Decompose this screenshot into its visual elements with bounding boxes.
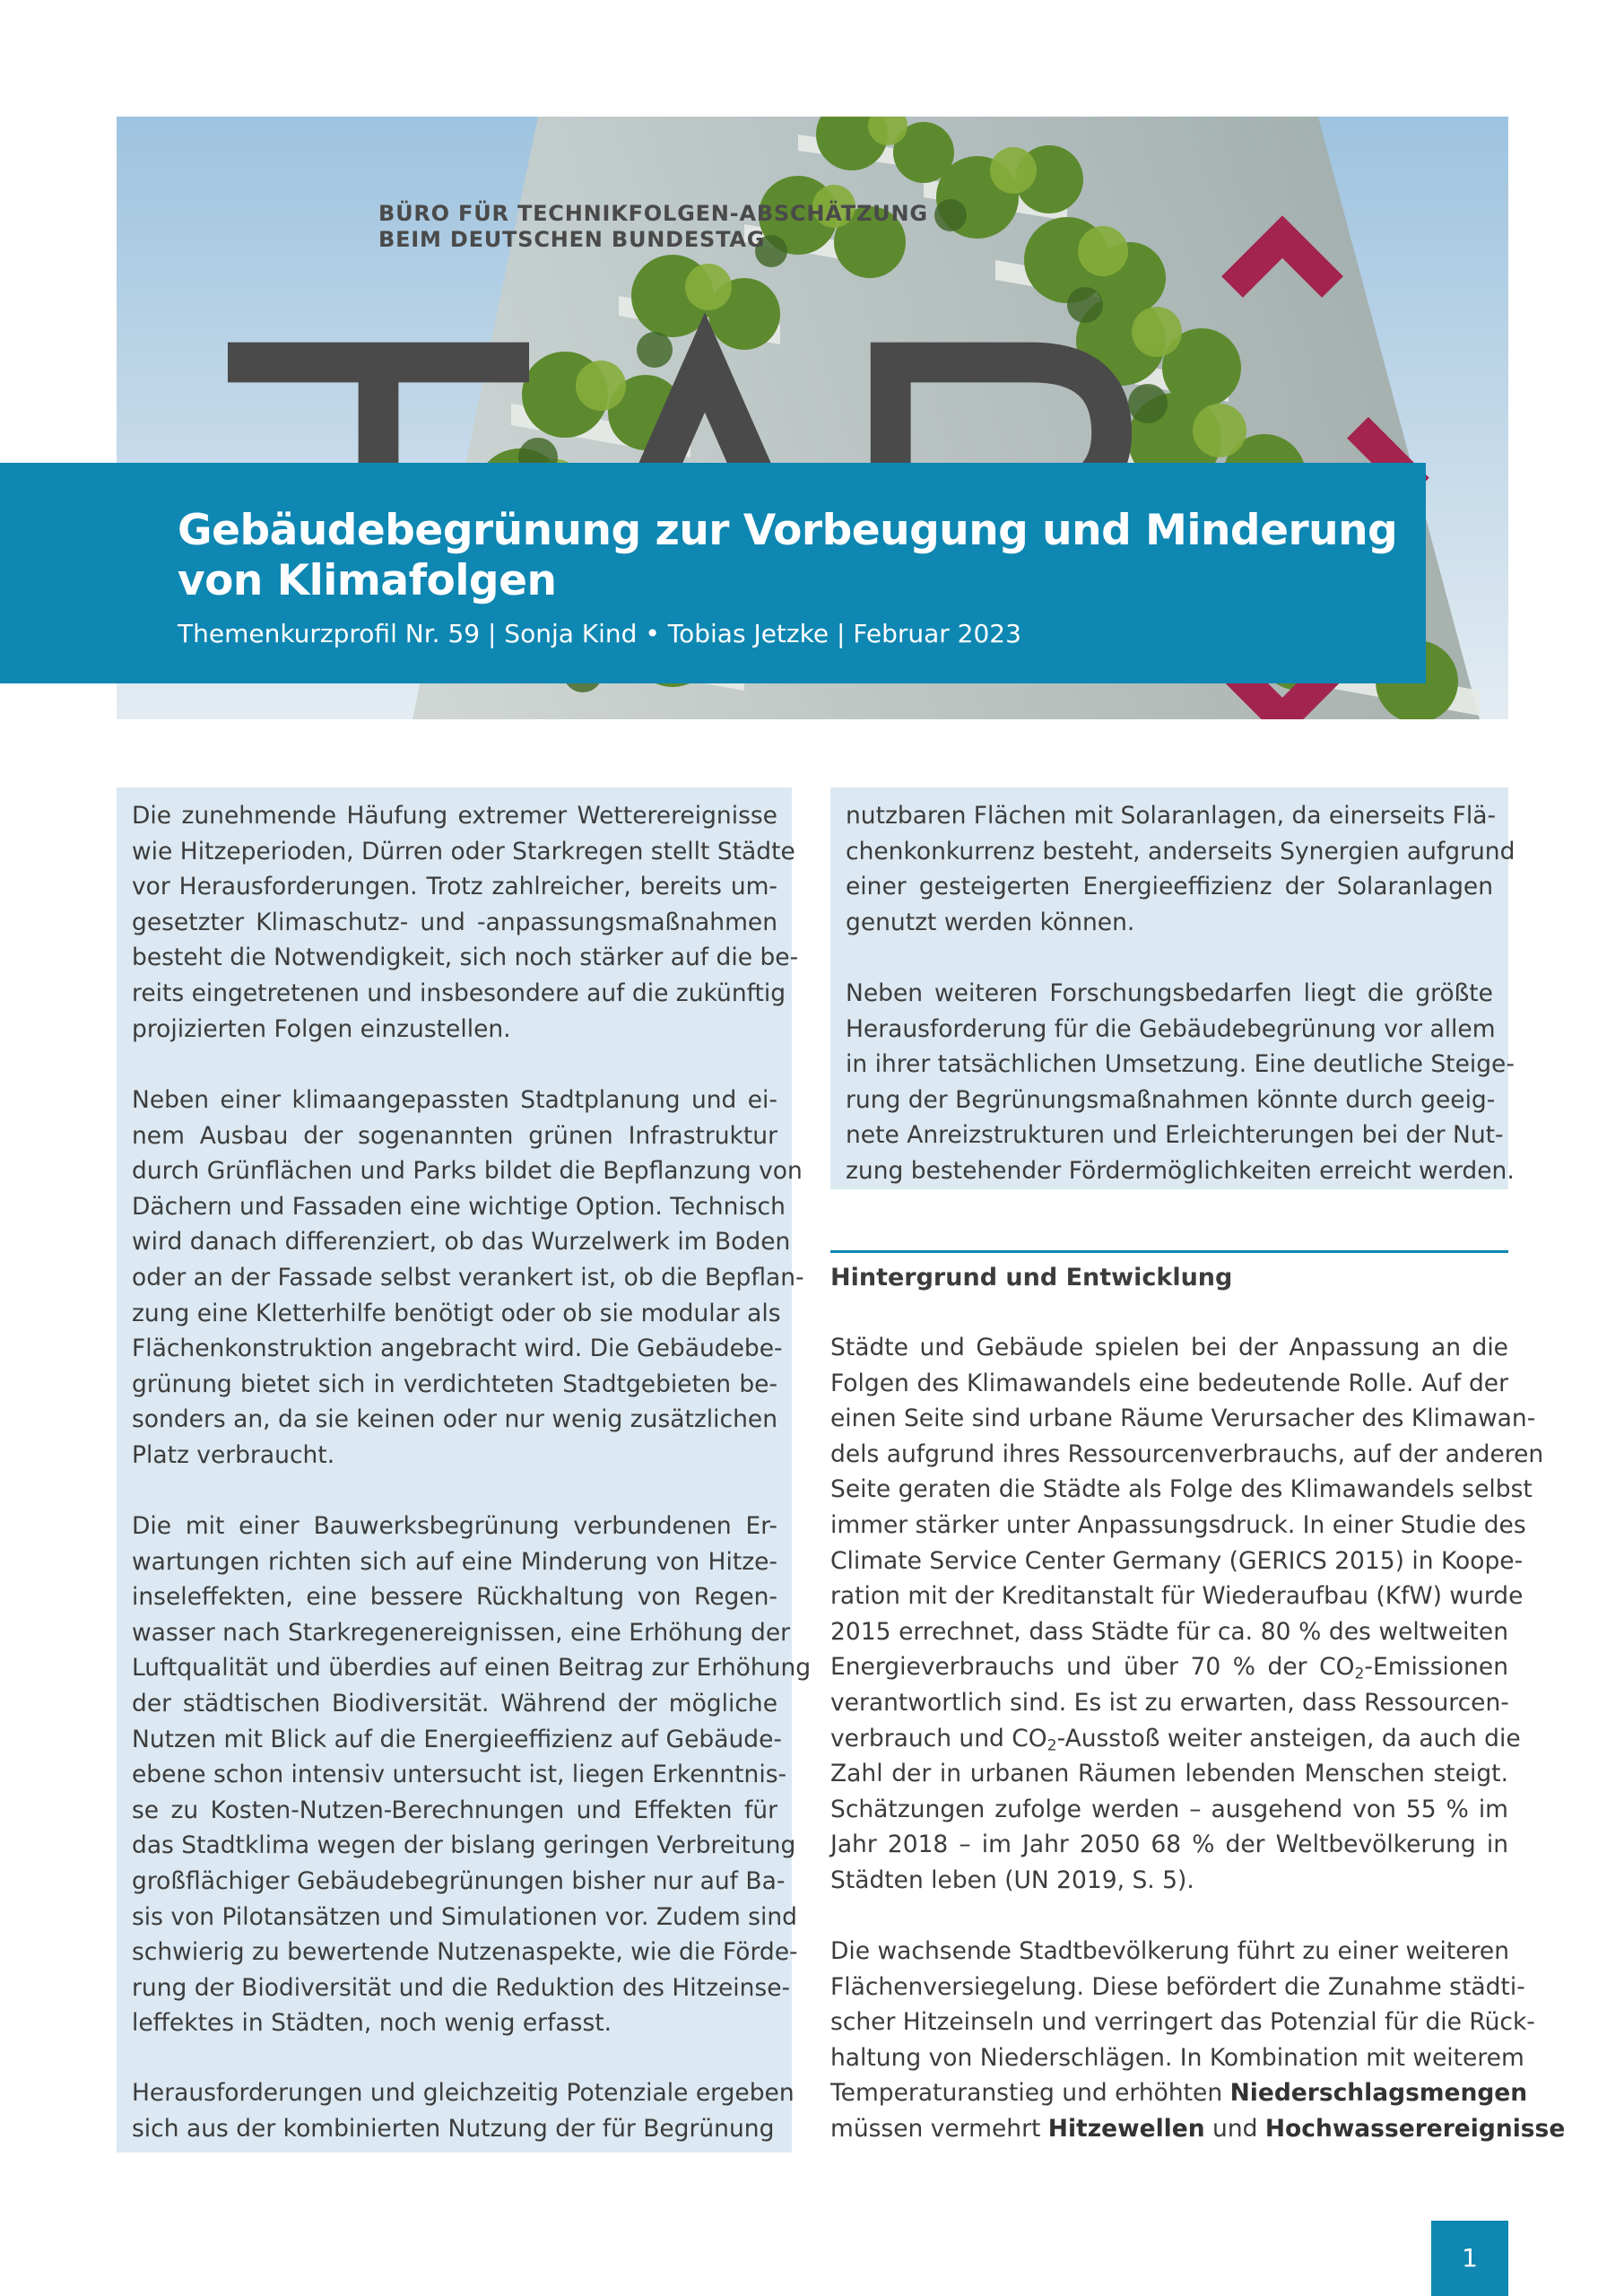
text-line: wird danach differenziert, ob das Wurzelwerk im Boden (132, 1228, 791, 1257)
text-line: se zu Kosten-Nutzen-Berechnungen und Effekten für (132, 1796, 777, 1824)
text-line: inseleffekten, eine bessere Rückhaltung von Regen- (132, 1583, 777, 1612)
text-line: Städte und Gebäude spielen bei der Anpassung an die (830, 1334, 1508, 1361)
text-line: Herausforderung für die Gebäudebegrünung vor allem (846, 1014, 1496, 1043)
text-line: einer gesteigerten Energieeffizienz der Solaranlagen (846, 873, 1493, 901)
summary-paragraph-5 (846, 798, 1515, 940)
text-line: scher Hitzeinseln und verringert das Potenzial für die Rück- (830, 2008, 1535, 2037)
text-line: schwierig zu bewertende Nutzenaspekte, wie die Förde- (132, 1938, 798, 1967)
text-line: Die zunehmende Häufung extremer Wetterereignisse (132, 802, 777, 830)
document-subtitle: Themenkurzprofil Nr. 59 | Sonja Kind • Tobias Jetzke | Februar 2023 (178, 619, 1021, 648)
text-line: zung eine Kletterhilfe benötigt oder ob sie modular als (132, 1299, 781, 1327)
text-line: Nutzen mit Blick auf die Energieeffizienz auf Gebäude- (132, 1725, 782, 1753)
text-line: 2015 errechnet, dass Städte für ca. 80 % des weltweiten (830, 1617, 1508, 1646)
text-line: Schätzungen zufolge werden – ausgehend von 55 % im (830, 1795, 1508, 1823)
text-line: großflächiger Gebäudebegrünungen bisher nur auf Ba- (132, 1866, 786, 1895)
text-line: sis von Pilotansätzen und Simulationen vor. Zudem sind (132, 1902, 797, 1931)
text-line: dels aufgrund ihres Ressourcenverbrauchs, auf der anderen (830, 1439, 1544, 1468)
tab-logo (135, 136, 942, 262)
title-band (0, 463, 1426, 683)
section-heading: Hintergrund und Entwicklung (830, 1264, 1233, 1292)
text-line: besteht die Notwendigkeit, sich noch stärker auf die be- (132, 944, 799, 972)
text-line: Seite geraten die Städte als Folge des Klimawandels selbst (830, 1475, 1533, 1504)
text-line: Luftqualität und überdies auf einen Beitrag zur Erhöhung (132, 1654, 812, 1683)
text-line: ebene schon intensiv untersucht ist, liegen Erkenntnis- (132, 1761, 787, 1789)
text-line: wie Hitzeperioden, Dürren oder Starkregen stellt Städte (132, 837, 795, 865)
text-line: Platz verbraucht. (132, 1440, 335, 1469)
text-line: rung der Biodiversität und die Reduktion des Hitzeinse- (132, 1973, 791, 2002)
text-line: Neben einer klimaangepassten Stadtplanung und ei- (132, 1086, 777, 1114)
title-line-2: von Klimafolgen (178, 556, 557, 605)
text-line: einen Seite sind urbane Räume Verursacher des Klimawan- (830, 1405, 1536, 1433)
text-line: Herausforderungen und gleichzeitig Potenziale ergeben (132, 2079, 795, 2107)
summary-paragraph-1 (132, 798, 799, 1047)
text-line: Flächenkonstruktion angebracht wird. Die Gebäudebe- (132, 1335, 783, 1363)
page-number: 1 (1431, 2221, 1508, 2296)
text-line: sonders an, da sie keinen oder nur wenig zusätzlichen (132, 1405, 777, 1434)
text-line: reits eingetretenen und insbesondere auf die zukünftig (132, 978, 786, 1007)
text-line: Die wachsende Stadtbevölkerung führt zu einer weiteren (830, 1937, 1509, 1965)
text-line: gesetzter Klimaschutz- und -anpassungsmaßnahmen (132, 908, 777, 936)
text-line: Die mit einer Bauwerksbegrünung verbundenen Er- (132, 1512, 777, 1540)
text-line: genutzt werden können. (846, 908, 1135, 936)
text-line: Neben weiteren Forschungsbedarfen liegt die größte (846, 979, 1493, 1007)
bold-line-1: Temperaturanstieg und erhöhten Niederschlagsmengen (830, 2079, 1528, 2108)
text-line: in ihrer tatsächlichen Umsetzung. Eine deutliche Steige- (846, 1050, 1515, 1079)
text-line: Jahr 2018 – im Jahr 2050 68 % der Weltbevölkerung in (830, 1831, 1508, 1859)
text-line: ration mit der Kreditanstalt für Wiederaufbau (KfW) wurde (830, 1582, 1524, 1611)
text-line: projizierten Folgen einzustellen. (132, 1014, 511, 1043)
summary-paragraph-2 (132, 1083, 804, 1474)
text-line: wartungen richten sich auf eine Minderung von Hitze- (132, 1547, 777, 1576)
bold-line-2: müssen vermehrt Hitzewellen und Hochwasserereignisse (830, 2114, 1566, 2143)
summary-right-box (830, 787, 1515, 1189)
summary-left-column (117, 787, 812, 2152)
text-line: Folgen des Klimawandels eine bedeutende Rolle. Auf der (830, 1369, 1508, 1397)
text-line: chenkonkurrenz besteht, anderseits Synergien aufgrund (846, 837, 1515, 865)
summary-paragraph-3 (132, 1509, 812, 2041)
text-line: vor Herausforderungen. Trotz zahlreicher, bereits um- (132, 873, 777, 901)
text-line: leffektes in Städten, noch wenig erfasst. (132, 2009, 612, 2038)
org-name (378, 201, 928, 253)
text-line: Städten leben (UN 2019, S. 5). (830, 1866, 1194, 1894)
org-line-2: BEIM DEUTSCHEN BUNDESTAG (378, 227, 766, 252)
co2-line-a: Energieverbrauchs und über 70 % der $CO_2$-Emissionen (830, 1653, 1508, 1683)
text-line: sich aus der kombinierten Nutzung der für Begrünung (132, 2114, 775, 2143)
text-line: nem Ausbau der sogenannten grünen Infrastruktur (132, 1121, 777, 1150)
title-line-1: Gebäudebegrünung zur Vorbeugung und Minderung (178, 506, 1398, 555)
org-line-1: BÜRO FÜR TECHNIKFOLGEN-ABSCHÄTZUNG (378, 201, 928, 226)
text-line: nete Anreizstrukturen und Erleichterungen bei der Nut- (846, 1121, 1504, 1150)
text-line: grünung bietet sich in verdichteten Stadtgebieten be- (132, 1370, 777, 1398)
text-line: Flächenversiegelung. Diese befördert die Zunahme städti- (830, 1972, 1525, 2001)
text-line: nutzbaren Flächen mit Solaranlagen, da einerseits Flä- (846, 802, 1497, 830)
summary-paragraph-6 (846, 976, 1515, 1189)
body-line: verantwortlich sind. Es ist zu erwarten, dass Ressourcen- (830, 1688, 1509, 1717)
document-title (178, 506, 1398, 606)
text-line: durch Grünflächen und Parks bildet die Bepflanzung von (132, 1157, 803, 1186)
text-line: rung der Begrünungsmaßnahmen könnte durch geeig- (846, 1085, 1496, 1114)
body-paragraph-1 (830, 1330, 1544, 1899)
text-line: immer stärker unter Anpassungsdruck. In einer Studie des (830, 1510, 1526, 1539)
text-line: Dächern und Fassaden eine wichtige Option. Technisch (132, 1192, 786, 1221)
text-line: Zahl der in urbanen Räumen lebenden Menschen steigt. (830, 1760, 1508, 1788)
summary-paragraph-4 (132, 2075, 795, 2146)
text-line: haltung von Niederschlägen. In Kombination mit weiterem (830, 2043, 1524, 2072)
text-line: wasser nach Starkregenereignissen, eine Erhöhung der (132, 1618, 791, 1647)
text-line: zung bestehender Fördermöglichkeiten erreicht werden. (846, 1156, 1515, 1185)
text-line: Climate Service Center Germany (GERICS 2015) in Koope- (830, 1546, 1524, 1575)
body-paragraph-2 (830, 1934, 1566, 2147)
co2-line-c: verbrauch und $CO_2$-Ausstoß weiter ansteigen, da auch die (830, 1724, 1521, 1754)
text-line: oder an der Fassade selbst verankert ist, ob die Bepflan- (132, 1263, 804, 1292)
section-divider (830, 1250, 1508, 1253)
text-line: der städtischen Biodiversität. Während der mögliche (132, 1689, 777, 1718)
text-line: das Stadtklima wegen der bislang geringen Verbreitung (132, 1831, 796, 1860)
